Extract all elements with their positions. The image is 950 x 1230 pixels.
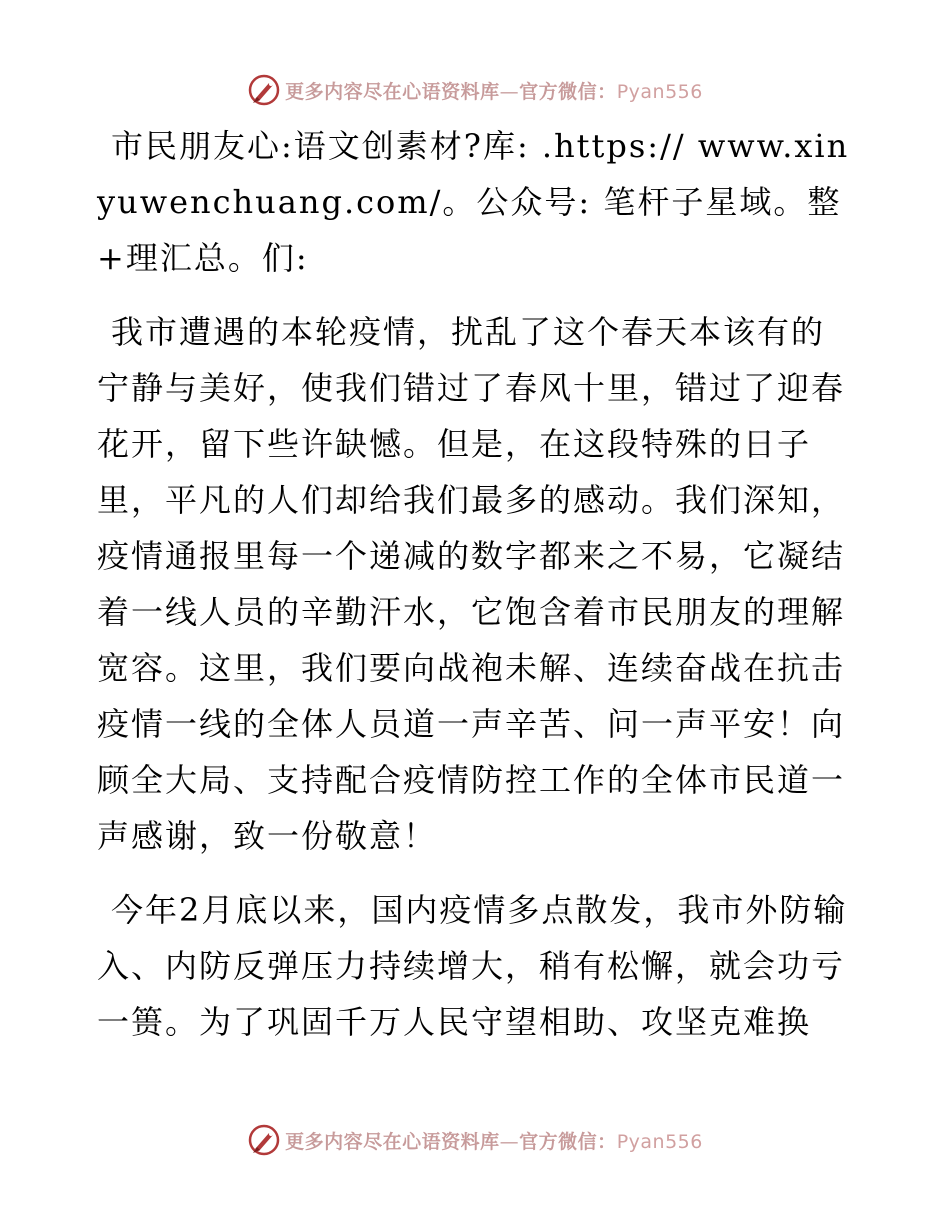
footer-watermark-title: 更多内容尽在心语资料库 [285,1130,500,1153]
header-watermark-suffix: 官方微信： [519,80,617,103]
paragraph-2: 我市遭遇的本轮疫情，扰乱了这个春天本该有的宁静与美好，使我们错过了春风十里，错过了迎春花开，留下些许缺憾。但是，在这段特殊的日子里，平凡的人们却给我们最多的感动。我们深知，疫情通报里每一个递减的数字都来之不易，它凝结着一线人员的辛勤汗水，它饱含着市民朋友的理解宽容。这里，我们要向战袍未解、连续奋战在抗击疫情一线的全体人员道一声辛苦、问一声平安！向顾全大局、支持配合疫情防控工作的全体市民道一声感谢，致一份敬意！ [97,313,846,855]
document-body [97,118,857,1050]
footer-watermark-id: Pyan556 [616,1130,703,1153]
footer-watermark-suffix: 官方微信： [519,1130,617,1153]
header-watermark-title: 更多内容尽在心语资料库 [285,80,500,103]
header-watermark-text [285,77,703,104]
pen-logo-icon [247,73,281,107]
header-watermark-id: Pyan556 [616,80,703,103]
header-watermark-banner [0,70,950,110]
paragraph-3: 今年2月底以来，国内疫情多点散发，我市外防输入、内防反弹压力持续增大，稍有松懈，就会功亏一篑。为了巩固千万人民守望相助、攻坚克难换 [97,891,848,1041]
paragraph-1: 市民朋友心:语文创素材?库: .https:// www.xinyuwenchuang.com/。公众号: 笔杆子星域。整+理汇总。们: [97,127,850,277]
footer-watermark-banner [0,1120,950,1160]
header-watermark-dash: — [499,80,520,103]
footer-watermark-dash: — [499,1130,520,1153]
footer-watermark-text [285,1127,703,1154]
pen-logo-icon [247,1123,281,1157]
